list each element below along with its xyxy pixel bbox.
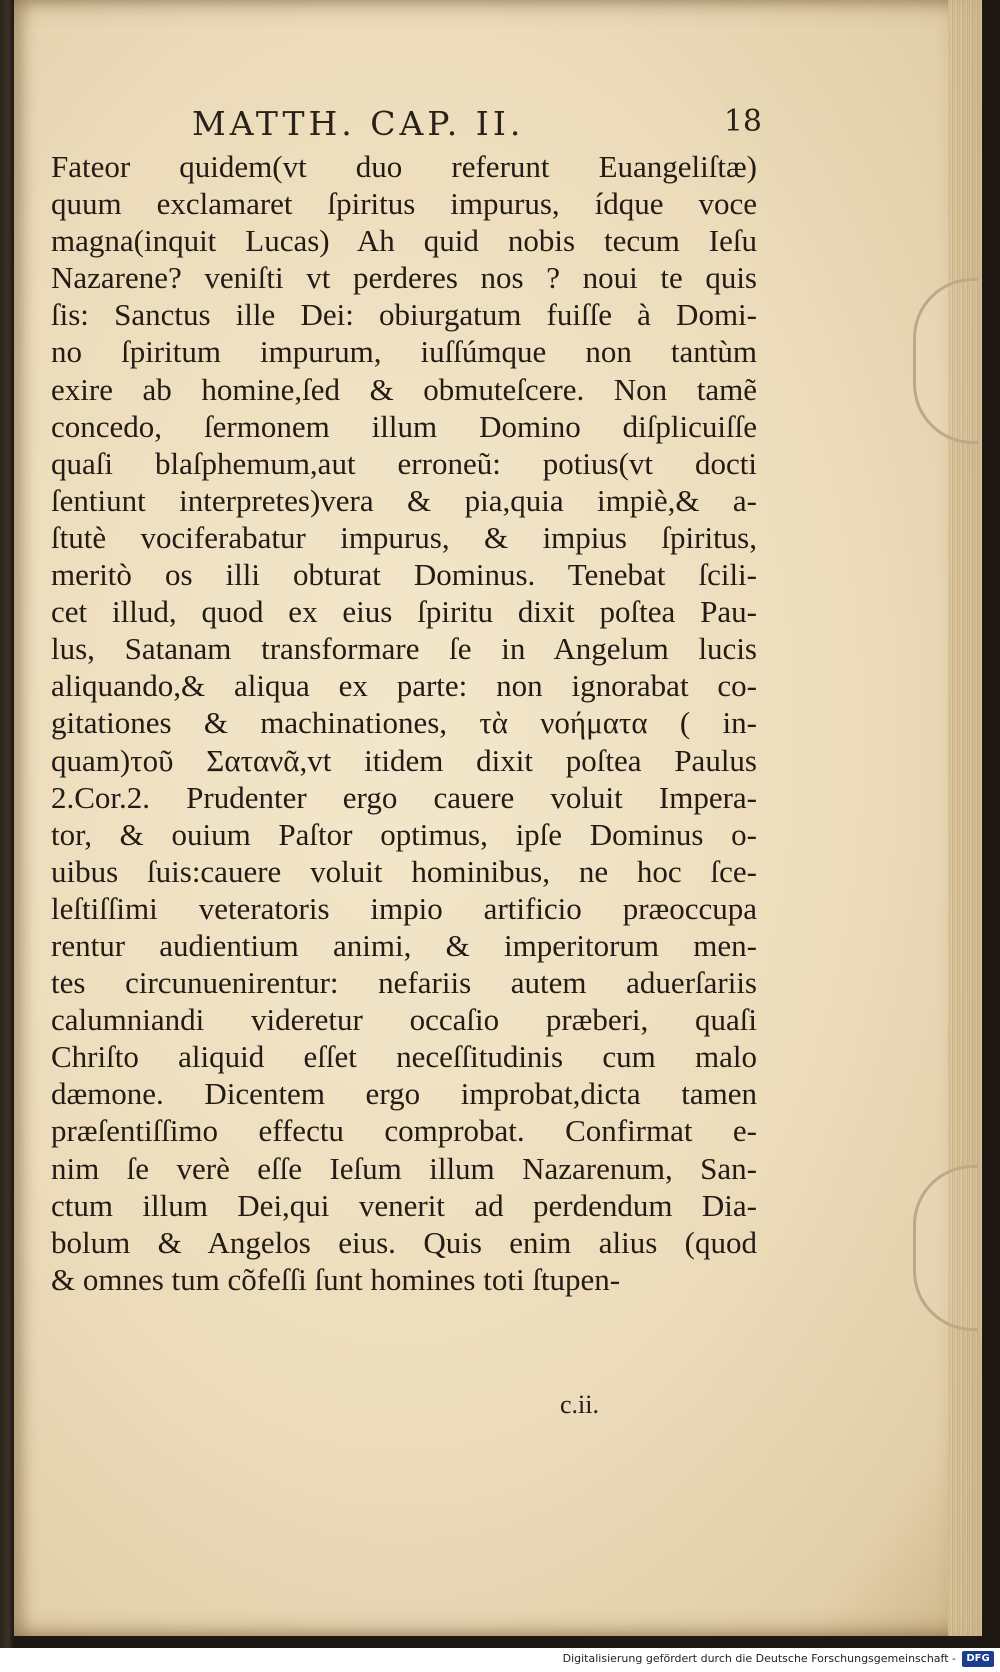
text-line: bolum & Angelos eius. Quis enim alius (quod bbox=[51, 1224, 757, 1260]
text-line: exire ab homine,ſed & obmuteſcere. Non tamẽ bbox=[51, 371, 757, 407]
text-line: præſentiſſimo effectu comprobat. Confirmat e- bbox=[51, 1113, 757, 1149]
text-line: ctum illum Dei,qui venerit ad perdendum Dia- bbox=[51, 1187, 757, 1223]
text-line: tor, & ouium Paſtor optimus, ipſe Dominus o- bbox=[51, 816, 757, 852]
dfg-logo: DFG bbox=[962, 1651, 994, 1667]
text-line: & omnes tum cõfeſſi ſunt homines toti ſtupen- bbox=[51, 1261, 621, 1297]
text-line: dæmone. Dicentem ergo improbat,dicta tamen bbox=[51, 1076, 757, 1112]
text-line: ſtutè vociferabatur impurus, & impius ſpiritus, bbox=[51, 519, 757, 555]
text-line: Fateor quidem(vt duo referunt Euangeliſtæ) bbox=[51, 149, 757, 184]
text-line: quam)τοῦ Σατανᾶ,vt itidem dixit poſtea Paulus bbox=[51, 742, 757, 778]
text-line: 2.Cor.2. Prudenter ergo cauere voluit Impera- bbox=[51, 779, 757, 815]
text-line: nim ſe verè eſſe Ieſum illum Nazarenum, San- bbox=[51, 1150, 757, 1186]
page-header bbox=[180, 104, 770, 150]
text-line: leſtiſſimi veteratoris impio artificio præoccupa bbox=[51, 890, 757, 926]
signature-mark: c.ii. bbox=[560, 1390, 599, 1419]
text-line: calumniandi videretur occaſio præberi, quaſi bbox=[51, 1002, 757, 1038]
text-line: quaſi blaſphemum,aut erroneũ: potius(vt docti bbox=[51, 445, 757, 481]
text-line: quum exclamaret ſpiritus impurus, ídque voce bbox=[51, 186, 757, 222]
text-line: no ſpiritum impurum, iuſſúmque non tantùm bbox=[51, 334, 757, 370]
text-line: ſentiunt interpretes)vera & pia,quia impiè,& a- bbox=[51, 482, 757, 518]
text-line: Chriſto aliquid eſſet neceſſitudinis cum malo bbox=[51, 1039, 757, 1075]
text-line: lus, Satanam transformare ſe in Angelum lucis bbox=[51, 631, 757, 667]
text-line: aliquando,& aliqua ex parte: non ignorabat co- bbox=[51, 668, 757, 704]
text-line: concedo, ſermonem illum Domino diſplicuiſſe bbox=[51, 408, 757, 444]
page-edges bbox=[948, 0, 982, 1636]
text-line: tes circunuenirentur: nefariis autem aduerſariis bbox=[51, 965, 757, 1001]
page-number: 18 bbox=[723, 104, 762, 139]
text-line: meritò os illi obturat Dominus. Tenebat ſcili- bbox=[51, 557, 757, 593]
body-text bbox=[51, 148, 757, 1298]
text-line: Nazarene? veniſti vt perderes nos ? noui te quis bbox=[51, 260, 757, 296]
digitization-credit: Digitalisierung gefördert durch die Deutsche Forschungsgemeinschaft - bbox=[562, 1652, 956, 1665]
text-line: cet illud, quod ex eius ſpiritu dixit poſtea Pau- bbox=[51, 594, 757, 630]
text-line: uibus ſuis:cauere voluit hominibus, ne hoc ſce- bbox=[51, 853, 757, 889]
text-line: rentur audientium animi, & imperitorum men- bbox=[51, 927, 757, 963]
text-line: gitationes & machinationes, τὰ νοήματα ( in- bbox=[51, 705, 757, 741]
text-line: magna(inquit Lucas) Ah quid nobis tecum Ieſu bbox=[51, 223, 757, 259]
running-title: MATTH. CAP. II. bbox=[192, 104, 525, 143]
text-line: ſis: Sanctus ille Dei: obiurgatum fuiſſe à Domi- bbox=[51, 297, 757, 333]
